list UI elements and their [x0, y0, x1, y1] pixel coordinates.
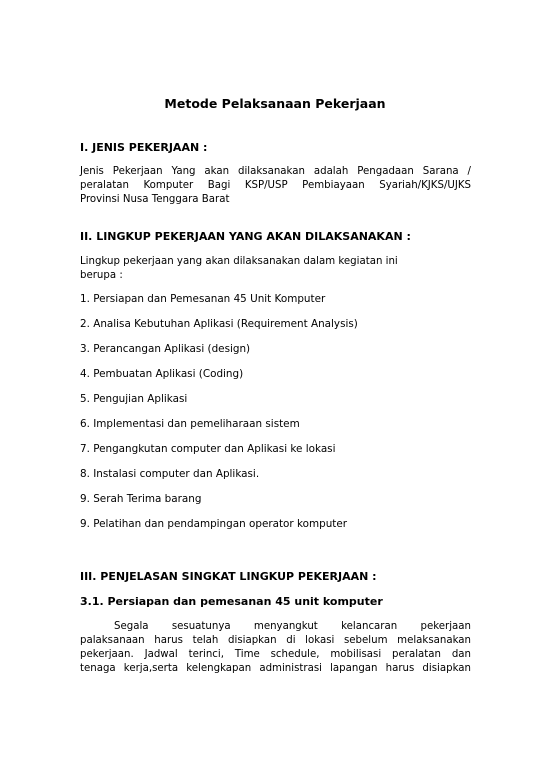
section-3-heading: III. PENJELASAN SINGKAT LINGKUP PEKERJAAN : — [80, 570, 377, 583]
list-item: 4. Pembuatan Aplikasi (Coding) — [80, 368, 244, 380]
section-2-intro-line-2: berupa : — [80, 270, 123, 281]
section-2-intro-line-1: Lingkup pekerjaan yang akan dilaksanakan dalam kegiatan ini — [80, 256, 398, 267]
list-item: 5. Pengujian Aplikasi — [80, 393, 188, 405]
section-1-line-3: Provinsi Nusa Tenggara Barat — [80, 194, 230, 205]
document-title: Metode Pelaksanaan Pekerjaan — [164, 96, 386, 111]
section-3-1-line-4: tenaga kerja,serta kelengkapan administrasi lapangan harus disiapkan — [80, 663, 471, 674]
list-item: 8. Instalasi computer dan Aplikasi. — [80, 468, 260, 480]
list-item: 6. Implementasi dan pemeliharaan sistem — [80, 418, 300, 430]
section-1-heading: I. JENIS PEKERJAAN : — [80, 141, 208, 154]
list-item: 1. Persiapan dan Pemesanan 45 Unit Komputer — [80, 293, 326, 305]
list-item: 9. Pelatihan dan pendampingan operator komputer — [80, 518, 348, 530]
list-item: 3. Perancangan Aplikasi (design) — [80, 343, 251, 355]
section-1-line-2: peralatan Komputer Bagi KSP/USP Pembiayaan Syariah/KJKS/UJKS — [80, 180, 471, 191]
section-2-heading: II. LINGKUP PEKERJAAN YANG AKAN DILAKSANAKAN : — [80, 230, 411, 243]
list-item: 7. Pengangkutan computer dan Aplikasi ke lokasi — [80, 443, 336, 455]
section-3-1-line-1: Segala sesuatunya menyangkut kelancaran pekerjaan — [114, 621, 471, 632]
list-item: 9. Serah Terima barang — [80, 493, 202, 505]
section-3-1-line-3: pekerjaan. Jadwal terinci, Time schedule, mobilisasi peralatan dan — [80, 649, 471, 660]
section-3-1-heading: 3.1. Persiapan dan pemesanan 45 unit komputer — [80, 595, 383, 608]
section-1-line-1: Jenis Pekerjaan Yang akan dilaksanakan adalah Pengadaan Sarana / — [80, 166, 471, 177]
section-3-1-line-2: palaksanaan harus telah disiapkan di lokasi sebelum melaksanakan — [80, 635, 471, 646]
list-item: 2. Analisa Kebutuhan Aplikasi (Requirement Analysis) — [80, 318, 358, 330]
